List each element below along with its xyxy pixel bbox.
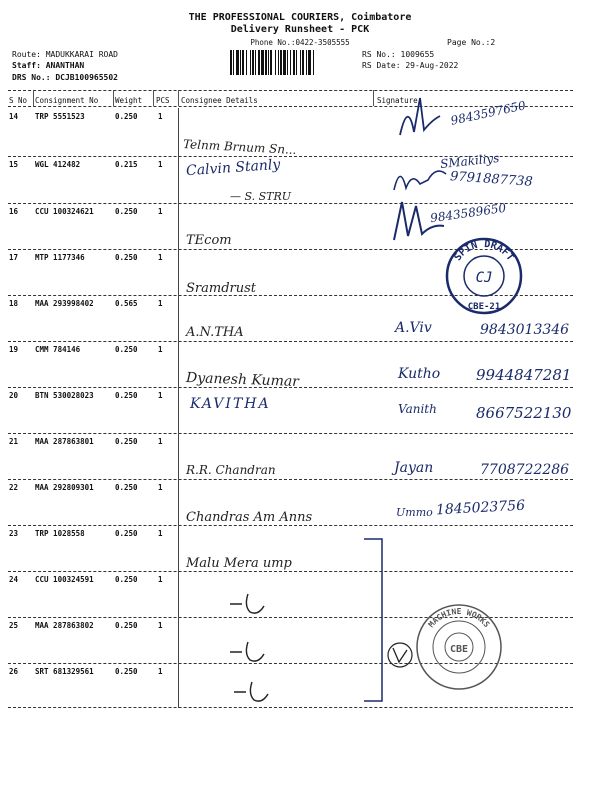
row-sno: 21 <box>9 437 19 446</box>
row-weight: 0.250 <box>115 253 138 262</box>
row-separator <box>8 433 573 434</box>
row-pcs: 1 <box>158 253 163 262</box>
barcode <box>229 50 356 75</box>
row-separator <box>8 341 573 342</box>
row-pcs: 1 <box>158 529 163 538</box>
signature-phone: 1845023756 <box>435 497 526 519</box>
svg-text:MACHINE WORKS <box>427 607 492 629</box>
stamp-code: CBE-21 <box>467 302 501 312</box>
signature-phone: 8667522130 <box>476 404 572 422</box>
row-weight: 0.250 <box>115 207 138 216</box>
row-consignment: TRP 1028558 <box>35 529 85 538</box>
row-consignment: CMM 784146 <box>35 345 81 354</box>
row-weight: 0.250 <box>115 621 138 630</box>
row-pcs: 1 <box>158 667 163 676</box>
signature-phone: 9843597650 <box>449 98 527 128</box>
row-consignment: WGL 412482 <box>35 160 81 169</box>
handwritten-consignee: TEcom <box>186 233 232 248</box>
col-pcs: PCS <box>156 96 170 105</box>
handwritten-scribble: — S. STRU <box>230 190 292 203</box>
col-signature: Signature <box>377 96 418 105</box>
handwritten-consignee: R.R. Chandran <box>186 463 276 477</box>
row-consignment: TRP 5551523 <box>35 112 85 121</box>
row-weight: 0.250 <box>115 345 138 354</box>
signature-name: Jayan <box>394 460 434 476</box>
handwritten-consignee: Malu Mera ump <box>186 556 292 571</box>
row-weight: 0.250 <box>115 667 138 676</box>
row-weight: 0.250 <box>115 391 138 400</box>
stamp-text: SPIN DRAFT <box>452 238 516 264</box>
handwritten-mark <box>228 640 268 666</box>
col-divider <box>178 90 179 106</box>
handwritten-consignee: KAVITHA <box>190 396 271 412</box>
row-weight: 0.250 <box>115 112 138 121</box>
col-divider <box>113 90 114 106</box>
row-sno: 24 <box>9 575 19 584</box>
handwritten-consignee: Sramdrust <box>186 281 257 296</box>
route-label: Route: MADUKKARAI ROAD <box>12 50 118 59</box>
row-pcs: 1 <box>158 483 163 492</box>
col-consignment: Consignment No <box>35 96 99 105</box>
row-consignment: CCU 100324621 <box>35 207 94 216</box>
handwritten-scribble: Telnm Brnum Sn... <box>182 137 297 157</box>
rs-number: RS No.: 1009655 <box>362 50 435 59</box>
page-number: Page No.:2 <box>447 38 496 47</box>
row-pcs: 1 <box>158 112 163 121</box>
header-rule-top <box>8 90 573 91</box>
row-pcs: 1 <box>158 207 163 216</box>
row-pcs: 1 <box>158 391 163 400</box>
row-separator <box>8 525 573 526</box>
signature-phone: 9843013346 <box>480 322 570 338</box>
handwritten-consignee: Calvin Stanly <box>185 156 281 180</box>
staff-label: Staff: ANANTHAN <box>12 61 85 70</box>
row-sno: 25 <box>9 621 19 630</box>
row-weight: 0.565 <box>115 299 138 308</box>
row-sno: 16 <box>9 207 19 216</box>
table-row <box>0 575 600 621</box>
row-weight: 0.250 <box>115 437 138 446</box>
row-consignment: MTP 1177346 <box>35 253 85 262</box>
signature-name: SMakiliys <box>439 150 500 172</box>
handwritten-consignee: Chandras Am Anns <box>186 510 313 525</box>
row-weight: 0.250 <box>115 529 138 538</box>
row-weight: 0.250 <box>115 483 138 492</box>
row-pcs: 1 <box>158 621 163 630</box>
signature-name: A.Viv <box>395 320 432 336</box>
col-weight: Weight <box>115 96 143 105</box>
row-consignment: MAA 292809301 <box>35 483 94 492</box>
document-title: THE PROFESSIONAL COURIERS, Coimbatore <box>188 12 412 23</box>
phone-number: Phone No.:0422-3505555 <box>250 38 350 47</box>
row-weight: 0.215 <box>115 160 138 169</box>
row-pcs: 1 <box>158 575 163 584</box>
row-consignment: MAA 293998402 <box>35 299 94 308</box>
col-divider <box>153 90 154 106</box>
handwritten-consignee: Dyanesh Kumar <box>185 370 300 390</box>
row-sno: 14 <box>9 112 19 121</box>
col-consignee: Consignee Details <box>181 96 258 105</box>
handwritten-mark <box>232 680 272 706</box>
table-row <box>0 621 600 667</box>
svg-text:SPIN DRAFT <box>452 239 515 263</box>
row-sno: 19 <box>9 345 19 354</box>
col-divider <box>373 90 374 106</box>
handwritten-consignee: A.N.THA <box>186 325 244 340</box>
col-sno: S No <box>9 96 28 105</box>
row-sno: 26 <box>9 667 19 676</box>
row-consignment: MAA 287863802 <box>35 621 94 630</box>
row-sno: 20 <box>9 391 19 400</box>
row-sno: 17 <box>9 253 19 262</box>
consignee-left-border <box>178 108 179 708</box>
drs-number: DRS No.: DCJB100965502 <box>12 73 118 82</box>
col-divider <box>33 90 34 106</box>
row-separator <box>8 707 573 708</box>
machine-works-stamp <box>412 600 507 695</box>
row-pcs: 1 <box>158 437 163 446</box>
signature-phone: 9791887738 <box>449 169 534 190</box>
row-sno: 23 <box>9 529 19 538</box>
signature-phone: 7708722286 <box>480 462 570 478</box>
signature-phone: 9944847281 <box>476 366 572 384</box>
row-weight: 0.250 <box>115 575 138 584</box>
rs-date: RS Date: 29-Aug-2022 <box>362 61 459 70</box>
stamp-text: MACHINE WORKS <box>426 607 492 630</box>
signature-name: Kutho <box>398 366 441 382</box>
stamp-city: CBE <box>449 644 469 655</box>
table-row <box>0 529 600 575</box>
row-consignment: BTN 530028023 <box>35 391 94 400</box>
row-pcs: 1 <box>158 299 163 308</box>
signature-mark <box>385 640 415 670</box>
row-consignment: SRT 681329561 <box>35 667 94 676</box>
document-subtitle: Delivery Runsheet - PCK <box>230 24 370 35</box>
signature-mark <box>390 90 450 145</box>
signature-phone: 9843589650 <box>429 200 507 226</box>
table-row <box>0 112 600 158</box>
row-sno: 18 <box>9 299 19 308</box>
signature-name: Vanith <box>398 402 437 416</box>
row-separator <box>8 571 573 572</box>
row-sno: 22 <box>9 483 19 492</box>
row-sno: 15 <box>9 160 19 169</box>
signature-name: Ummo <box>396 506 433 519</box>
row-pcs: 1 <box>158 160 163 169</box>
svg-text:CJ: CJ <box>475 270 493 286</box>
row-consignment: MAA 287863801 <box>35 437 94 446</box>
handwritten-bracket <box>360 535 390 705</box>
spin-draft-stamp <box>443 235 525 317</box>
row-consignment: CCU 100324591 <box>35 575 94 584</box>
row-separator <box>8 479 573 480</box>
handwritten-mark <box>228 592 268 618</box>
row-pcs: 1 <box>158 345 163 354</box>
